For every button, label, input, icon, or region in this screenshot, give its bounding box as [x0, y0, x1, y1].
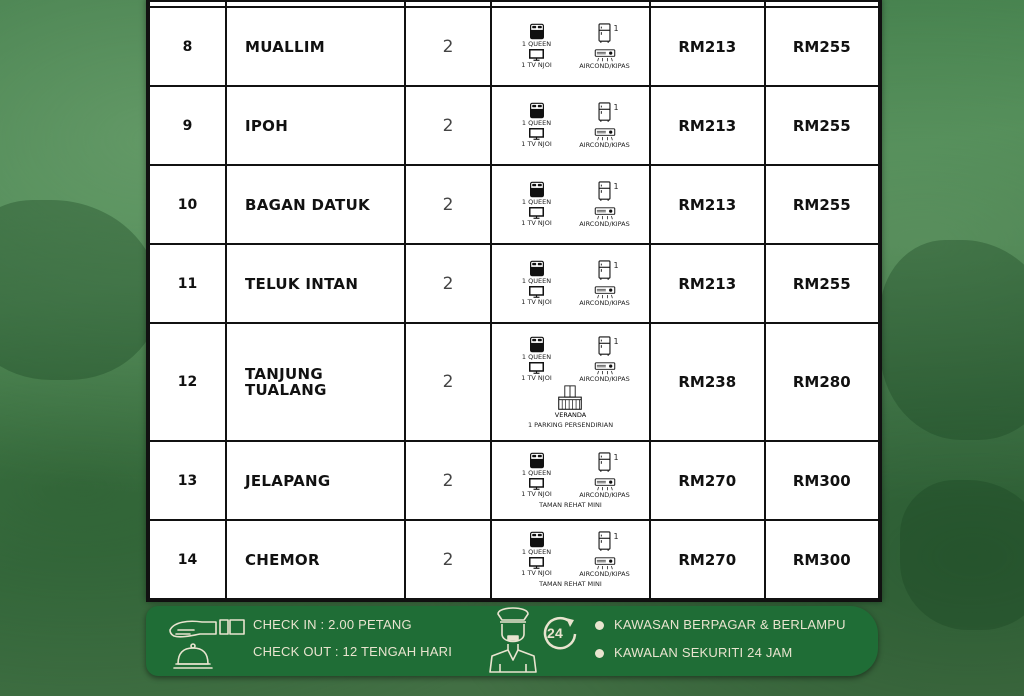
fridge-facility	[574, 531, 636, 556]
bed-label: 1 QUEEN	[521, 352, 552, 361]
tv-facility	[506, 207, 568, 228]
veranda-facility	[555, 385, 586, 419]
bed-facility	[506, 181, 568, 206]
bed-facility	[506, 23, 568, 48]
room-pax: 2	[405, 441, 491, 520]
price-weekday: RM270	[650, 441, 765, 520]
aircond-icon	[594, 557, 616, 570]
room-facilities	[491, 86, 650, 165]
room-number: 14	[149, 520, 226, 599]
price-weekend: RM300	[765, 441, 880, 520]
price-weekend: RM255	[765, 244, 880, 323]
background-rock	[0, 200, 160, 380]
tv-facility	[506, 49, 568, 70]
room-name: TELUK INTAN	[226, 244, 405, 323]
tv-facility	[506, 478, 568, 499]
room-name: CHEMOR	[226, 520, 405, 599]
feature-item: KAWASAN BERPAGAR & BERLAMPU	[614, 617, 846, 632]
table-row	[149, 86, 879, 165]
aircond-facility	[574, 49, 636, 70]
fridge-facility	[574, 23, 636, 48]
room-name-line: TANJUNG	[245, 365, 323, 383]
aircond-label: AIRCOND/KIPAS	[579, 299, 630, 307]
veranda-label: VERANDA	[554, 410, 587, 419]
room-pax: 2	[405, 86, 491, 165]
price-weekday: RM213	[650, 7, 765, 86]
tv-icon	[529, 207, 544, 219]
bullet-icon	[595, 649, 604, 658]
room-number: 8	[149, 7, 226, 86]
aircond-icon	[594, 286, 616, 299]
table-row	[149, 520, 879, 599]
tv-facility	[506, 557, 568, 578]
room-facilities	[491, 7, 650, 86]
aircond-icon	[594, 49, 616, 62]
tv-label: 1 TV NJOI	[521, 140, 552, 148]
tv-label: 1 TV NJOI	[521, 61, 552, 69]
bed-facility	[506, 531, 568, 556]
aircond-label: AIRCOND/KIPAS	[579, 62, 630, 70]
tv-icon	[529, 128, 544, 140]
aircond-label: AIRCOND/KIPAS	[579, 374, 630, 383]
table-row	[149, 441, 879, 520]
check-out-text: CHECK OUT : 12 TENGAH HARI	[253, 644, 453, 659]
fridge-count: 1	[613, 453, 619, 462]
fridge-count: 1	[613, 532, 619, 541]
bed-facility	[506, 452, 568, 477]
bed-facility	[506, 102, 568, 127]
room-facilities	[491, 244, 650, 323]
bed-label: 1 QUEEN	[521, 119, 552, 127]
table-row	[149, 7, 879, 86]
room-facilities	[491, 165, 650, 244]
tv-icon	[529, 362, 544, 374]
room-name	[226, 323, 405, 441]
reception-bell-icon	[168, 616, 248, 670]
aircond-facility	[574, 478, 636, 499]
table-row	[149, 244, 879, 323]
bed-icon	[529, 102, 545, 119]
room-number: 9	[149, 86, 226, 165]
aircond-icon	[594, 478, 616, 491]
aircond-icon	[594, 207, 616, 220]
fridge-facility	[574, 452, 636, 477]
bed-label: 1 QUEEN	[521, 548, 552, 556]
aircond-icon	[594, 128, 616, 141]
price-weekend: RM280	[765, 323, 880, 441]
fridge-count: 1	[613, 103, 619, 112]
fridge-count: 1	[613, 261, 619, 270]
room-pax: 2	[405, 7, 491, 86]
room-name: MUALLIM	[226, 7, 405, 86]
extra-facility: TAMAN REHAT MINI	[539, 580, 602, 588]
fridge-icon	[598, 336, 611, 356]
tv-facility	[506, 362, 568, 383]
extra-facility: TAMAN REHAT MINI	[539, 501, 602, 509]
fridge-facility	[574, 336, 636, 361]
feature-item: KAWALAN SEKURITI 24 JAM	[614, 645, 793, 660]
aircond-facility	[574, 286, 636, 307]
bed-icon	[529, 23, 545, 40]
room-number: 10	[149, 165, 226, 244]
bullet-icon	[595, 621, 604, 630]
room-number: 11	[149, 244, 226, 323]
price-weekend: RM300	[765, 520, 880, 599]
room-name: JELAPANG	[226, 441, 405, 520]
bed-icon	[529, 336, 545, 353]
price-weekday: RM213	[650, 86, 765, 165]
fridge-facility	[574, 181, 636, 206]
tv-label: 1 TV NJOI	[521, 373, 552, 382]
room-facilities	[491, 520, 650, 599]
extra-facility: 1 PARKING PERSENDIRIAN	[527, 420, 614, 429]
aircond-label: AIRCOND/KIPAS	[579, 491, 630, 499]
aircond-facility	[574, 128, 636, 149]
aircond-icon	[594, 362, 616, 375]
clock-24-label: 24	[547, 625, 563, 641]
room-name: BAGAN DATUK	[226, 165, 405, 244]
background-rock	[880, 240, 1024, 440]
bed-icon	[529, 181, 545, 198]
bed-label: 1 QUEEN	[521, 277, 552, 285]
background-rock	[900, 480, 1024, 630]
bed-label: 1 QUEEN	[521, 198, 552, 206]
room-pax: 2	[405, 323, 491, 441]
tv-facility	[506, 128, 568, 149]
tv-icon	[529, 49, 544, 61]
aircond-facility	[574, 207, 636, 228]
aircond-facility	[574, 557, 636, 578]
veranda-icon	[557, 385, 583, 411]
fridge-icon	[598, 181, 611, 201]
room-pax: 2	[405, 520, 491, 599]
price-weekday: RM270	[650, 520, 765, 599]
room-pax: 2	[405, 244, 491, 323]
bed-icon	[529, 531, 545, 548]
fridge-facility	[574, 260, 636, 285]
bed-label: 1 QUEEN	[521, 40, 552, 48]
aircond-facility	[574, 362, 636, 383]
info-footer	[146, 606, 878, 676]
fridge-icon	[598, 452, 611, 472]
table-row	[149, 165, 879, 244]
table-row	[149, 323, 879, 441]
bed-icon	[529, 260, 545, 277]
tv-label: 1 TV NJOI	[521, 490, 552, 498]
fridge-icon	[598, 531, 611, 551]
price-weekend: RM255	[765, 7, 880, 86]
price-weekday: RM213	[650, 244, 765, 323]
tv-facility	[506, 286, 568, 307]
room-number: 12	[149, 323, 226, 441]
price-weekday: RM213	[650, 165, 765, 244]
room-name-line: TUALANG	[245, 381, 327, 399]
price-weekend: RM255	[765, 165, 880, 244]
bed-icon	[529, 452, 545, 469]
bed-facility	[506, 336, 568, 361]
price-weekend: RM255	[765, 86, 880, 165]
aircond-label: AIRCOND/KIPAS	[579, 570, 630, 578]
room-name: IPOH	[226, 86, 405, 165]
fridge-count: 1	[613, 182, 619, 191]
bed-label: 1 QUEEN	[521, 469, 552, 477]
fridge-icon	[598, 260, 611, 280]
price-weekday: RM238	[650, 323, 765, 441]
room-price-table	[146, 0, 882, 602]
fridge-count: 1	[613, 24, 619, 33]
tv-label: 1 TV NJOI	[521, 298, 552, 306]
room-facilities	[491, 441, 650, 520]
aircond-label: AIRCOND/KIPAS	[579, 141, 630, 149]
room-pax: 2	[405, 165, 491, 244]
room-number: 13	[149, 441, 226, 520]
room-facilities	[491, 323, 650, 441]
tv-icon	[529, 286, 544, 298]
tv-icon	[529, 557, 544, 569]
tv-icon	[529, 478, 544, 490]
tv-label: 1 TV NJOI	[521, 219, 552, 227]
bed-facility	[506, 260, 568, 285]
fridge-icon	[598, 102, 611, 122]
aircond-label: AIRCOND/KIPAS	[579, 220, 630, 228]
check-in-text: CHECK IN : 2.00 PETANG	[253, 617, 412, 632]
fridge-icon	[598, 23, 611, 43]
tv-label: 1 TV NJOI	[521, 569, 552, 577]
fridge-count: 1	[613, 336, 619, 346]
fridge-facility	[574, 102, 636, 127]
